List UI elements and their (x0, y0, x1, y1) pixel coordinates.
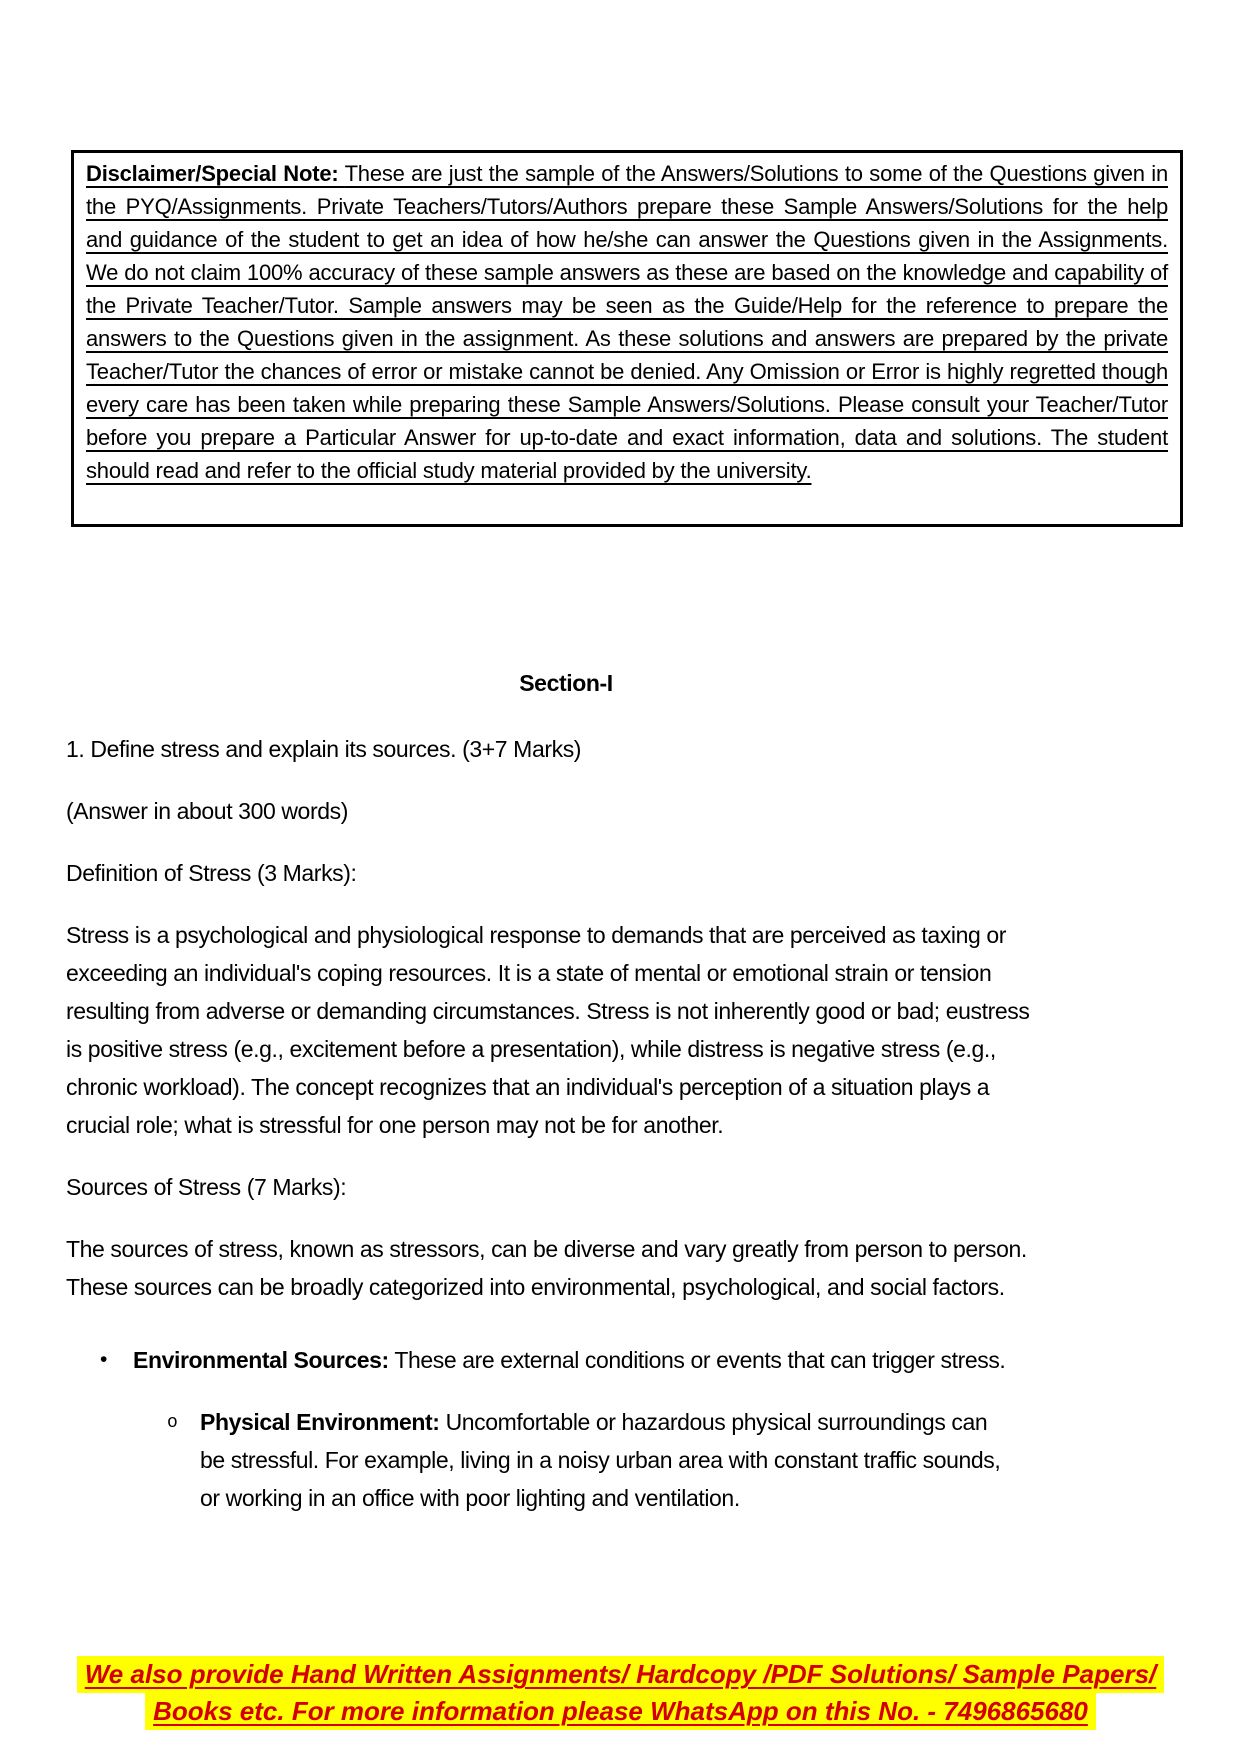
bullet-body-text: These are external conditions or events that can trigger stress. (394, 1347, 1006, 1373)
sub-bullet-label: Physical Environment: (200, 1409, 440, 1435)
sub-bullet-circle-icon: o (167, 1413, 178, 1433)
sources-paragraph: The sources of stress, known as stressors, can be diverse and vary greatly from person to person. These sources can be broadly categorized into environmental, psychological, and social factors. (66, 1236, 1027, 1300)
bullet-environmental-sources (66, 1341, 1076, 1379)
sub-bullet-content (200, 1403, 1010, 1517)
footer-line-1: We also provide Hand Written Assignments/ Hardcopy /PDF Solutions/ Sample Papers/ (77, 1656, 1165, 1693)
bullet-dot-icon: • (100, 1348, 108, 1371)
footer-line-2: Books etc. For more information please WhatsApp on this No. - 7496865680 (145, 1693, 1096, 1730)
bullet-content (133, 1341, 1076, 1379)
answer-content (66, 664, 1076, 1541)
question-1: 1. Define stress and explain its sources. (3+7 Marks) (66, 736, 582, 762)
sub-bullet-physical-environment (66, 1403, 1076, 1517)
section-heading: Section-I (519, 670, 613, 696)
definition-paragraph: Stress is a psychological and physiological response to demands that are perceived as taxing or exceeding an individual's coping resources. It is a state of mental or emotional strain or tension resulting from adverse or demanding circumstances. Stress is not inherently good or bad; eustress is positive stress (e.g., excitement before a presentation), while distress is negative stress (e.g., chronic workload). The concept recognizes that an individual's perception of a situation plays a crucial role; what is stressful for one person may not be for another. (66, 922, 1030, 1138)
bullet-label: Environmental Sources: (133, 1347, 389, 1373)
disclaimer-note-text: These are just the sample of the Answers/Solutions to some of the Questions given in the PYQ/Assignments. Private Teachers/Tutors/Authors prepare these Sample Answers/Solutions for the help and guidance of the student to get an idea of how he/she can answer the Questions given in the Assignments. We do not claim 100% accuracy of these sample answers as these are based on the knowledge and capability of the Private Teacher/Tutor. Sample answers may be seen as the Guide/Help for the reference to prepare the answers to the Questions given in the assignment. As these solutions and answers are prepared by the private Teacher/Tutor the chances of error or mistake cannot be denied. Any Omission or Error is highly regretted though every care has been taken while preparing these Sample Answers/Solutions. Please consult your Teacher/Tutor before you prepare a Particular Answer for up-to-date and exact information, data and solutions. The student should read and refer to the official study material provided by the university. (86, 161, 1168, 483)
disclaimer-paragraph (86, 157, 1168, 487)
answer-word-limit: (Answer in about 300 words) (66, 798, 348, 824)
sources-heading: Sources of Stress (7 Marks): (66, 1174, 347, 1200)
disclaimer-note-label: Disclaimer/Special Note: (86, 161, 339, 186)
sub-bullet-body-text: Uncomfortable or hazardous physical surroundings can be stressful. For example, living in a noisy urban area with constant traffic sounds, or working in an office with poor lighting and ventilation. (200, 1409, 1001, 1511)
definition-heading: Definition of Stress (3 Marks): (66, 860, 357, 886)
disclaimer-box (71, 150, 1183, 527)
footer-promo (0, 1656, 1241, 1730)
